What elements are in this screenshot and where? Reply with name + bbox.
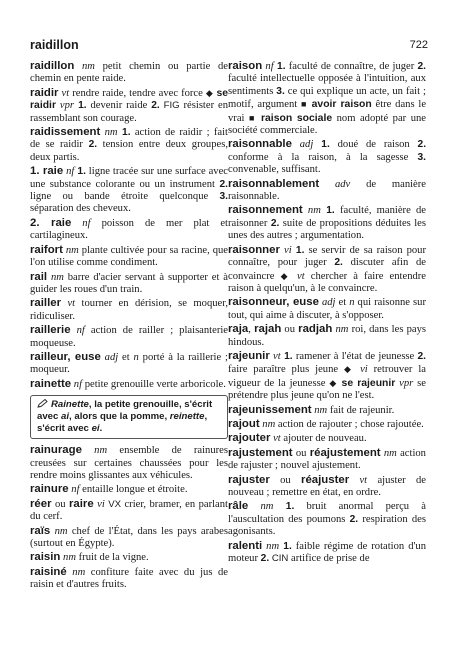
grammar-category: vt (61, 298, 76, 310)
sense-number: 1. (291, 244, 305, 256)
dictionary-entry (30, 297, 228, 323)
pencil-icon (37, 399, 48, 408)
headword: ralenti (228, 539, 263, 552)
headword: réajustement (309, 446, 381, 459)
dictionary-entry (30, 126, 228, 164)
note-text: . (99, 423, 103, 435)
definition-text: se servir de sa raison pour connaître, pour juger (228, 244, 427, 269)
sense-number: 1. (74, 166, 86, 178)
sub-headword: avoir raison (307, 99, 372, 111)
definition-text: ramener à l'état de jeunesse (292, 350, 418, 362)
separator-mark: ◆ (205, 87, 214, 98)
note-highlight: reinette (169, 411, 205, 423)
headword: rail (30, 270, 48, 283)
dictionary-entry (228, 323, 426, 349)
definition-text: confiture faite avec du jus de raisin et d'autres fruits. (30, 566, 228, 591)
sense-number: 2. (260, 553, 270, 565)
headword: raisonneur, euse (228, 296, 319, 309)
page-number: 722 (409, 39, 428, 51)
dictionary-entry (228, 447, 426, 473)
headword: rainure (30, 483, 69, 496)
headword: raidissement (30, 126, 101, 139)
dictionary-entry (228, 178, 426, 204)
sense-number: 3. (219, 191, 228, 203)
separator-mark: ◆ (343, 364, 355, 375)
definition-text: tourner en dérision, se moquer, ridiculiser. (30, 298, 228, 322)
separator-mark: ■ (248, 112, 257, 123)
grammar-category: vt (270, 433, 281, 445)
grammar-category: adj (291, 139, 314, 151)
sense-number: 3. (417, 151, 426, 163)
dictionary-entry (228, 418, 426, 431)
sense-number: 2. (417, 350, 427, 362)
definition-text: tension entre deux groupes, deux partis. (30, 139, 228, 163)
definition-text: être dans le vrai (228, 99, 427, 124)
grammar-category: nf (71, 217, 91, 229)
headword: rainette (30, 377, 72, 390)
grammar-category: adj (318, 297, 336, 309)
sense-number: 1. (280, 350, 293, 362)
spelling-note (30, 395, 228, 439)
headword: rainurage (30, 444, 82, 457)
definition-text: rendre raide, tendre avec force (69, 87, 206, 99)
definition-text: entaille longue et étroite. (79, 484, 188, 496)
grammar-category: n (349, 297, 355, 309)
headword: raisonnablement (228, 177, 320, 190)
definition-text: faculté de connaître, de juger (285, 61, 418, 72)
definition-text: ajuster de nouveau ; remettre en état, en ordre. (228, 474, 426, 498)
definition-text: ligne tracée sur une surface avec une substance colorante ou un instrument (30, 166, 228, 190)
right-column (228, 60, 426, 566)
grammar-category: nm (311, 404, 328, 416)
definition-text: plante cultivée pour sa racine, que l'on utilise comme condiment. (30, 244, 228, 269)
dictionary-entry (228, 244, 426, 296)
definition-text: faible régime de rotation d'un moteur (228, 540, 426, 565)
headword: 2. raie (30, 216, 72, 229)
definition-text: conforme à la raison, à la sagesse (228, 151, 418, 163)
dictionary-entry (30, 271, 228, 297)
definition-text: crier, bramer, en parlant du cerf. (30, 498, 229, 523)
separator-mark: ■ (301, 99, 308, 110)
headword: rajouter (228, 432, 271, 445)
headword: raisonnement (228, 204, 303, 217)
definition-text: porté à la raillerie ; moqueur. (30, 351, 228, 376)
sense-number: 1. (74, 100, 87, 112)
sense-number: 2. (219, 178, 228, 190)
definition-text: résister en rassemblant son courage. (30, 100, 229, 124)
grammar-category: vt (349, 474, 368, 486)
headword: railleur, euse (30, 350, 101, 363)
dictionary-entry (228, 404, 426, 417)
definition-text: convenable, suffisant. (228, 164, 321, 176)
sense-number: 2. (88, 139, 98, 151)
grammar-category: vpr (56, 100, 75, 112)
note-text: , alors que la pomme, (69, 411, 170, 423)
definition-text: discuter afin de convaincre (228, 257, 426, 282)
headword: raire (69, 497, 94, 510)
headword: radjah (298, 323, 333, 336)
sub-headword: se raidir (30, 87, 229, 112)
definition-text: , (248, 324, 255, 336)
sense-number: 2. (349, 513, 359, 525)
dictionary-entry (228, 204, 426, 242)
grammar-category: nf (68, 484, 80, 496)
grammar-category: nm (62, 244, 79, 256)
definition-text: barre d'acier servant à supporter et à guider les roues d'un train. (30, 271, 228, 295)
grammar-category: nm (248, 501, 274, 513)
definition-text: petite grenouille verte arboricole. (82, 378, 226, 390)
dictionary-entry (228, 138, 426, 176)
dictionary-entry (228, 540, 426, 566)
headword: rajeunissement (228, 403, 312, 416)
definition-text: se prétendre plus jeune qu'on ne l'est. (228, 377, 426, 402)
headword: raison (228, 60, 263, 72)
definition-text: poisson de mer plat et cartilagineux. (30, 217, 228, 242)
grammar-category: nm (302, 205, 321, 217)
grammar-category: nm (81, 445, 108, 457)
left-column (30, 60, 228, 593)
definition-text: et (118, 351, 134, 363)
grammar-category: n (133, 351, 139, 363)
grammar-category: nf (63, 166, 75, 178)
definition-text: devenir raide (86, 100, 152, 112)
dictionary-entry (30, 551, 228, 564)
definition-text: ajouter de nouveau. (280, 433, 367, 445)
headword: rajuster (228, 473, 270, 486)
sense-number: 1. (117, 127, 131, 139)
headword: rajah (254, 323, 282, 336)
page-header (30, 38, 428, 54)
grammar-category: nm (380, 447, 397, 459)
sense-number: 1. (273, 61, 286, 72)
usage-label: VX (104, 498, 122, 510)
headword: raillerie (30, 324, 71, 337)
dictionary-entry (228, 350, 426, 403)
definition-text: action de railler ; plaisanterie moqueuse. (30, 325, 229, 349)
usage-label: FIG (159, 100, 180, 112)
definition-text: séparation des cheveux. (30, 203, 131, 215)
headword: rajeunir (228, 349, 270, 362)
definition-text: petit chemin ou partie de chemin en pente raide. (30, 61, 228, 85)
note-text: , la petite grenouille, s'écrit avec (37, 399, 213, 423)
headword: raïs (30, 524, 51, 537)
grammar-category: adv (319, 178, 351, 190)
definition-text: bruit anormal perçu à l'auscultation des poumons (228, 501, 426, 525)
dictionary-entry (228, 474, 426, 500)
grammar-category: nm (332, 324, 349, 336)
dictionary-entry (30, 525, 228, 551)
grammar-category: nf (71, 378, 83, 390)
definition-text: retrouver la vigueur de la jeunesse (228, 364, 427, 389)
grammar-category: vt (58, 87, 70, 99)
definition-text: ligne ou bande étroite quelconque (30, 191, 220, 203)
headword: raisonnable (228, 138, 292, 151)
headword: raja (228, 323, 249, 336)
headword: raidillon (30, 60, 75, 72)
definition-text: ensemble de rainures creusées sur certaines chaussées pour les rendre moins glissantes aux véhicules. (30, 445, 228, 481)
grammar-category: vi (354, 364, 368, 376)
definition-text: respiration des agonisants. (228, 513, 426, 538)
grammar-category: vi (279, 244, 292, 256)
definition-text: action de rajouter ; chose rajoutée. (275, 418, 424, 430)
dictionary-entry (30, 165, 228, 216)
definition-text: ou (51, 498, 69, 510)
definition-text: faire paraître plus jeune (228, 364, 344, 376)
dictionary-entry (30, 498, 228, 524)
dictionary-entry (228, 296, 426, 322)
sub-headword: raison sociale (256, 112, 333, 124)
definition-text: action de rajuster ; nouvel ajustement. (228, 447, 426, 472)
headword: raidir (30, 86, 59, 99)
dictionary-entry (30, 483, 228, 496)
headword: raisiné (30, 565, 67, 578)
note-highlight: ai (61, 411, 70, 423)
sense-number: 3. (276, 85, 285, 97)
dictionary-entry (228, 500, 426, 538)
headword: railler (30, 297, 62, 310)
sense-number: 2. (334, 257, 343, 269)
definition-text: action de raidir ; fait de se raidir (30, 127, 228, 151)
definition-text: doué de raison (329, 139, 418, 151)
usage-label: CIN (269, 553, 289, 565)
running-head: raidillon (30, 38, 79, 52)
dictionary-entry (30, 244, 228, 270)
headword: raisonner (228, 243, 280, 256)
definition-text: artifice de prise de (288, 553, 370, 565)
dictionary-entry (30, 217, 228, 243)
note-highlight: Rainette (51, 399, 89, 411)
grammar-category: nf (262, 61, 274, 72)
dictionary-entry (30, 87, 228, 125)
grammar-category: nf (70, 325, 85, 337)
definition-text: fait de rajeunir. (327, 404, 395, 416)
grammar-category: nm (66, 566, 86, 578)
dictionary-entry (228, 60, 426, 137)
definition-text: chercher à faire entendre raison à quelqu'un, à le convaincre. (228, 270, 427, 294)
sub-headword: se rajeunir (337, 377, 396, 389)
dictionary-entry (30, 60, 228, 86)
grammar-category: vt (269, 350, 281, 362)
grammar-category: nm (74, 61, 95, 72)
dictionary-entry (30, 351, 228, 377)
sense-number: 2. (151, 100, 160, 112)
headword: râle (228, 500, 249, 513)
definition-text: fruit de la vigne. (76, 552, 149, 564)
definition-text: ou (292, 447, 310, 459)
headword: raifort (30, 243, 63, 256)
definition-text: roi, dans les pays hindous. (228, 324, 426, 348)
grammar-category: nm (60, 552, 76, 564)
headword: réer (30, 497, 52, 510)
definition-text: ou (269, 474, 302, 486)
definition-text: chef de l'État, dans les pays arabes (surtout en Égypte). (30, 525, 228, 549)
sense-number: 2. (417, 61, 427, 72)
grammar-category: adj (100, 351, 119, 363)
sense-number: 1. (320, 205, 335, 217)
separator-mark: ◆ (329, 377, 338, 388)
definition-text: et (335, 297, 350, 309)
note-text: , s'écrit avec (37, 411, 208, 435)
dictionary-entry (228, 432, 426, 445)
sense-number: 1. (273, 501, 295, 513)
definition-text: ou (281, 324, 299, 336)
headword: raisin (30, 551, 61, 564)
grammar-category: nm (100, 127, 118, 139)
dictionary-entry (30, 444, 228, 482)
definition-text: suite de propositions déduites les unes des autres ; argumentation. (228, 217, 426, 242)
dictionary-entry (30, 378, 228, 391)
sense-number: 2. (270, 217, 280, 229)
sense-number: 1. (279, 540, 292, 552)
definition-text: faculté intellectuelle opposée à l'intuition, aux sentiments (228, 73, 426, 97)
dictionary-entry (30, 324, 228, 350)
definition-text: ce qui explique un acte, un fait ; motif, argument (228, 85, 426, 111)
headword: rajout (228, 417, 260, 430)
grammar-category: vpr (395, 377, 414, 389)
definition-text: qui raisonne sur tout, qui aime à discuter, à s'opposer. (228, 297, 426, 321)
definition-text: faculté, manière de raisonner (228, 205, 427, 229)
sense-number: 2. (417, 139, 427, 151)
definition-text: nom adopté par une société commerciale. (228, 112, 426, 137)
separator-mark: ◆ (280, 270, 291, 281)
dictionary-entry (30, 566, 228, 592)
headword: réajuster (301, 473, 350, 486)
headword: 1. raie (30, 165, 64, 178)
grammar-category: vt (290, 270, 305, 282)
grammar-category: vi (93, 498, 105, 510)
definition-text: de manière raisonnable. (228, 178, 426, 203)
headword: rajustement (228, 446, 293, 459)
grammar-category: nm (259, 418, 276, 430)
sense-number: 1. (313, 139, 330, 151)
note-highlight: ei (91, 423, 100, 435)
grammar-category: nm (47, 271, 64, 283)
grammar-category: nm (50, 525, 68, 537)
grammar-category: nm (262, 540, 280, 552)
